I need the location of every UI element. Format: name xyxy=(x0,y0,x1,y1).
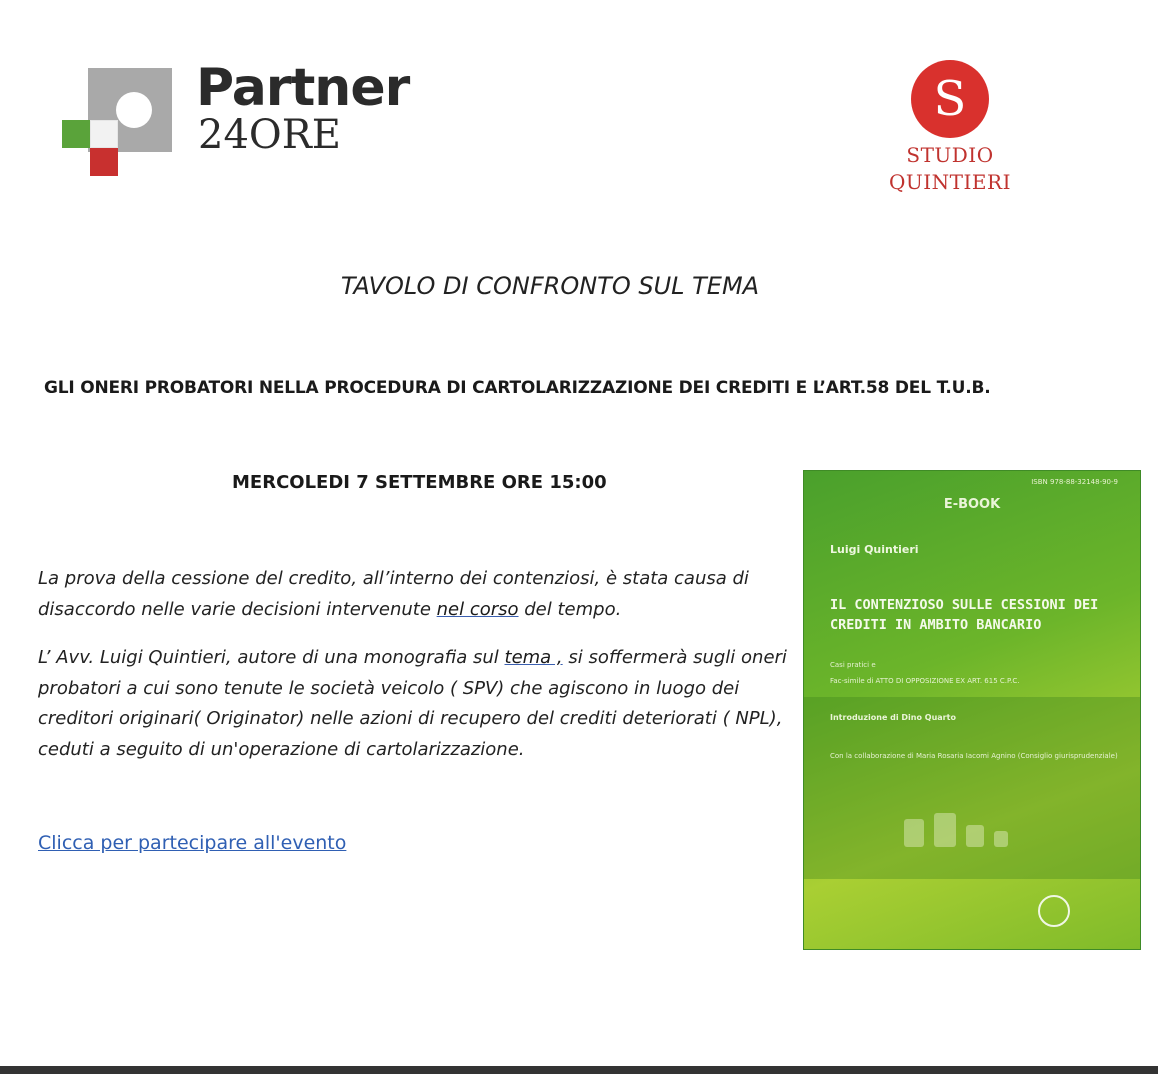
bottom-bar xyxy=(0,1066,1158,1074)
book-isbn: ISBN 978-88-32148-90-9 xyxy=(1031,478,1118,486)
logo-square-white xyxy=(90,120,118,148)
studio-s-emblem: S xyxy=(911,60,989,138)
book-subtitle-1: Casi pratici e xyxy=(830,661,876,669)
coin-stack-icon xyxy=(934,813,956,847)
paragraph-speaker xyxy=(38,643,788,765)
logo-circle-hole xyxy=(116,92,152,128)
para1-text-b: del tempo. xyxy=(518,598,622,620)
coin-stack-icon xyxy=(994,831,1008,847)
book-image-band xyxy=(804,697,1140,879)
document-subtitle: GLI ONERI PROBATORI NELLA PROCEDURA DI CARTOLARIZZAZIONE DEI CREDITI E L’ART.58 DEL T.U.B. xyxy=(44,378,991,398)
book-author: Luigi Quintieri xyxy=(830,543,919,556)
book-subtitle-2: Fac-simile di ATTO DI OPPOSIZIONE EX ART. 615 C.P.C. xyxy=(830,677,1020,685)
book-introduction: Introduzione di Dino Quarto xyxy=(830,713,956,722)
ebook-cover xyxy=(803,470,1141,950)
publisher-logo xyxy=(1038,889,1118,929)
para2-text-b: si soffermerà sugli oneri probatori a cui sono tenute le società veicolo ( SPV) che agiscono in luogo dei creditori originari( Originator) nelle azioni di recupero del crediti deteriorati ( NPL), ceduti a seguito di un'operazione di cartolarizzazione. xyxy=(38,647,787,760)
studio-quintieri-logo xyxy=(870,60,1030,194)
book-collaboration: Con la collaborazione di Maria Rosaria Iacomi Agnino (Consiglio giurisprudenziale) xyxy=(830,752,1118,760)
studio-name-line2: QUINTIERI xyxy=(889,170,1011,194)
join-event-link[interactable]: Clicca per partecipare all'evento xyxy=(38,832,347,854)
publisher-emblem-icon xyxy=(1038,895,1070,927)
logo-24ore-text: 24ORE xyxy=(198,112,342,158)
studio-name-line1: STUDIO xyxy=(906,143,994,167)
document-title: TAVOLO DI CONFRONTO SUL TEMA xyxy=(340,272,760,300)
event-date: MERCOLEDI 7 SETTEMBRE ORE 15:00 xyxy=(232,472,607,493)
logo-partner-text: Partner xyxy=(196,58,410,118)
logo-square-green xyxy=(62,120,90,148)
paragraph-intro xyxy=(38,564,788,625)
book-label: E-BOOK xyxy=(943,497,1001,512)
coin-stack-icon xyxy=(966,825,984,847)
para2-underlined: tema , xyxy=(504,647,563,668)
book-title: IL CONTENZIOSO SULLE CESSIONI DEI CREDITI IN AMBITO BANCARIO xyxy=(830,597,1099,633)
para2-text-a: L’ Avv. Luigi Quintieri, autore di una monografia sul xyxy=(38,647,505,668)
para1-text-a: La prova della cessione del credito, all’interno dei contenziosi, è stata causa di disaccordo nelle varie decisioni intervenute xyxy=(38,568,749,620)
coin-stack-icon xyxy=(904,819,924,847)
partner-24ore-logo xyxy=(60,58,430,182)
para1-underlined: nel corso xyxy=(436,598,519,620)
logo-square-red xyxy=(90,148,118,176)
